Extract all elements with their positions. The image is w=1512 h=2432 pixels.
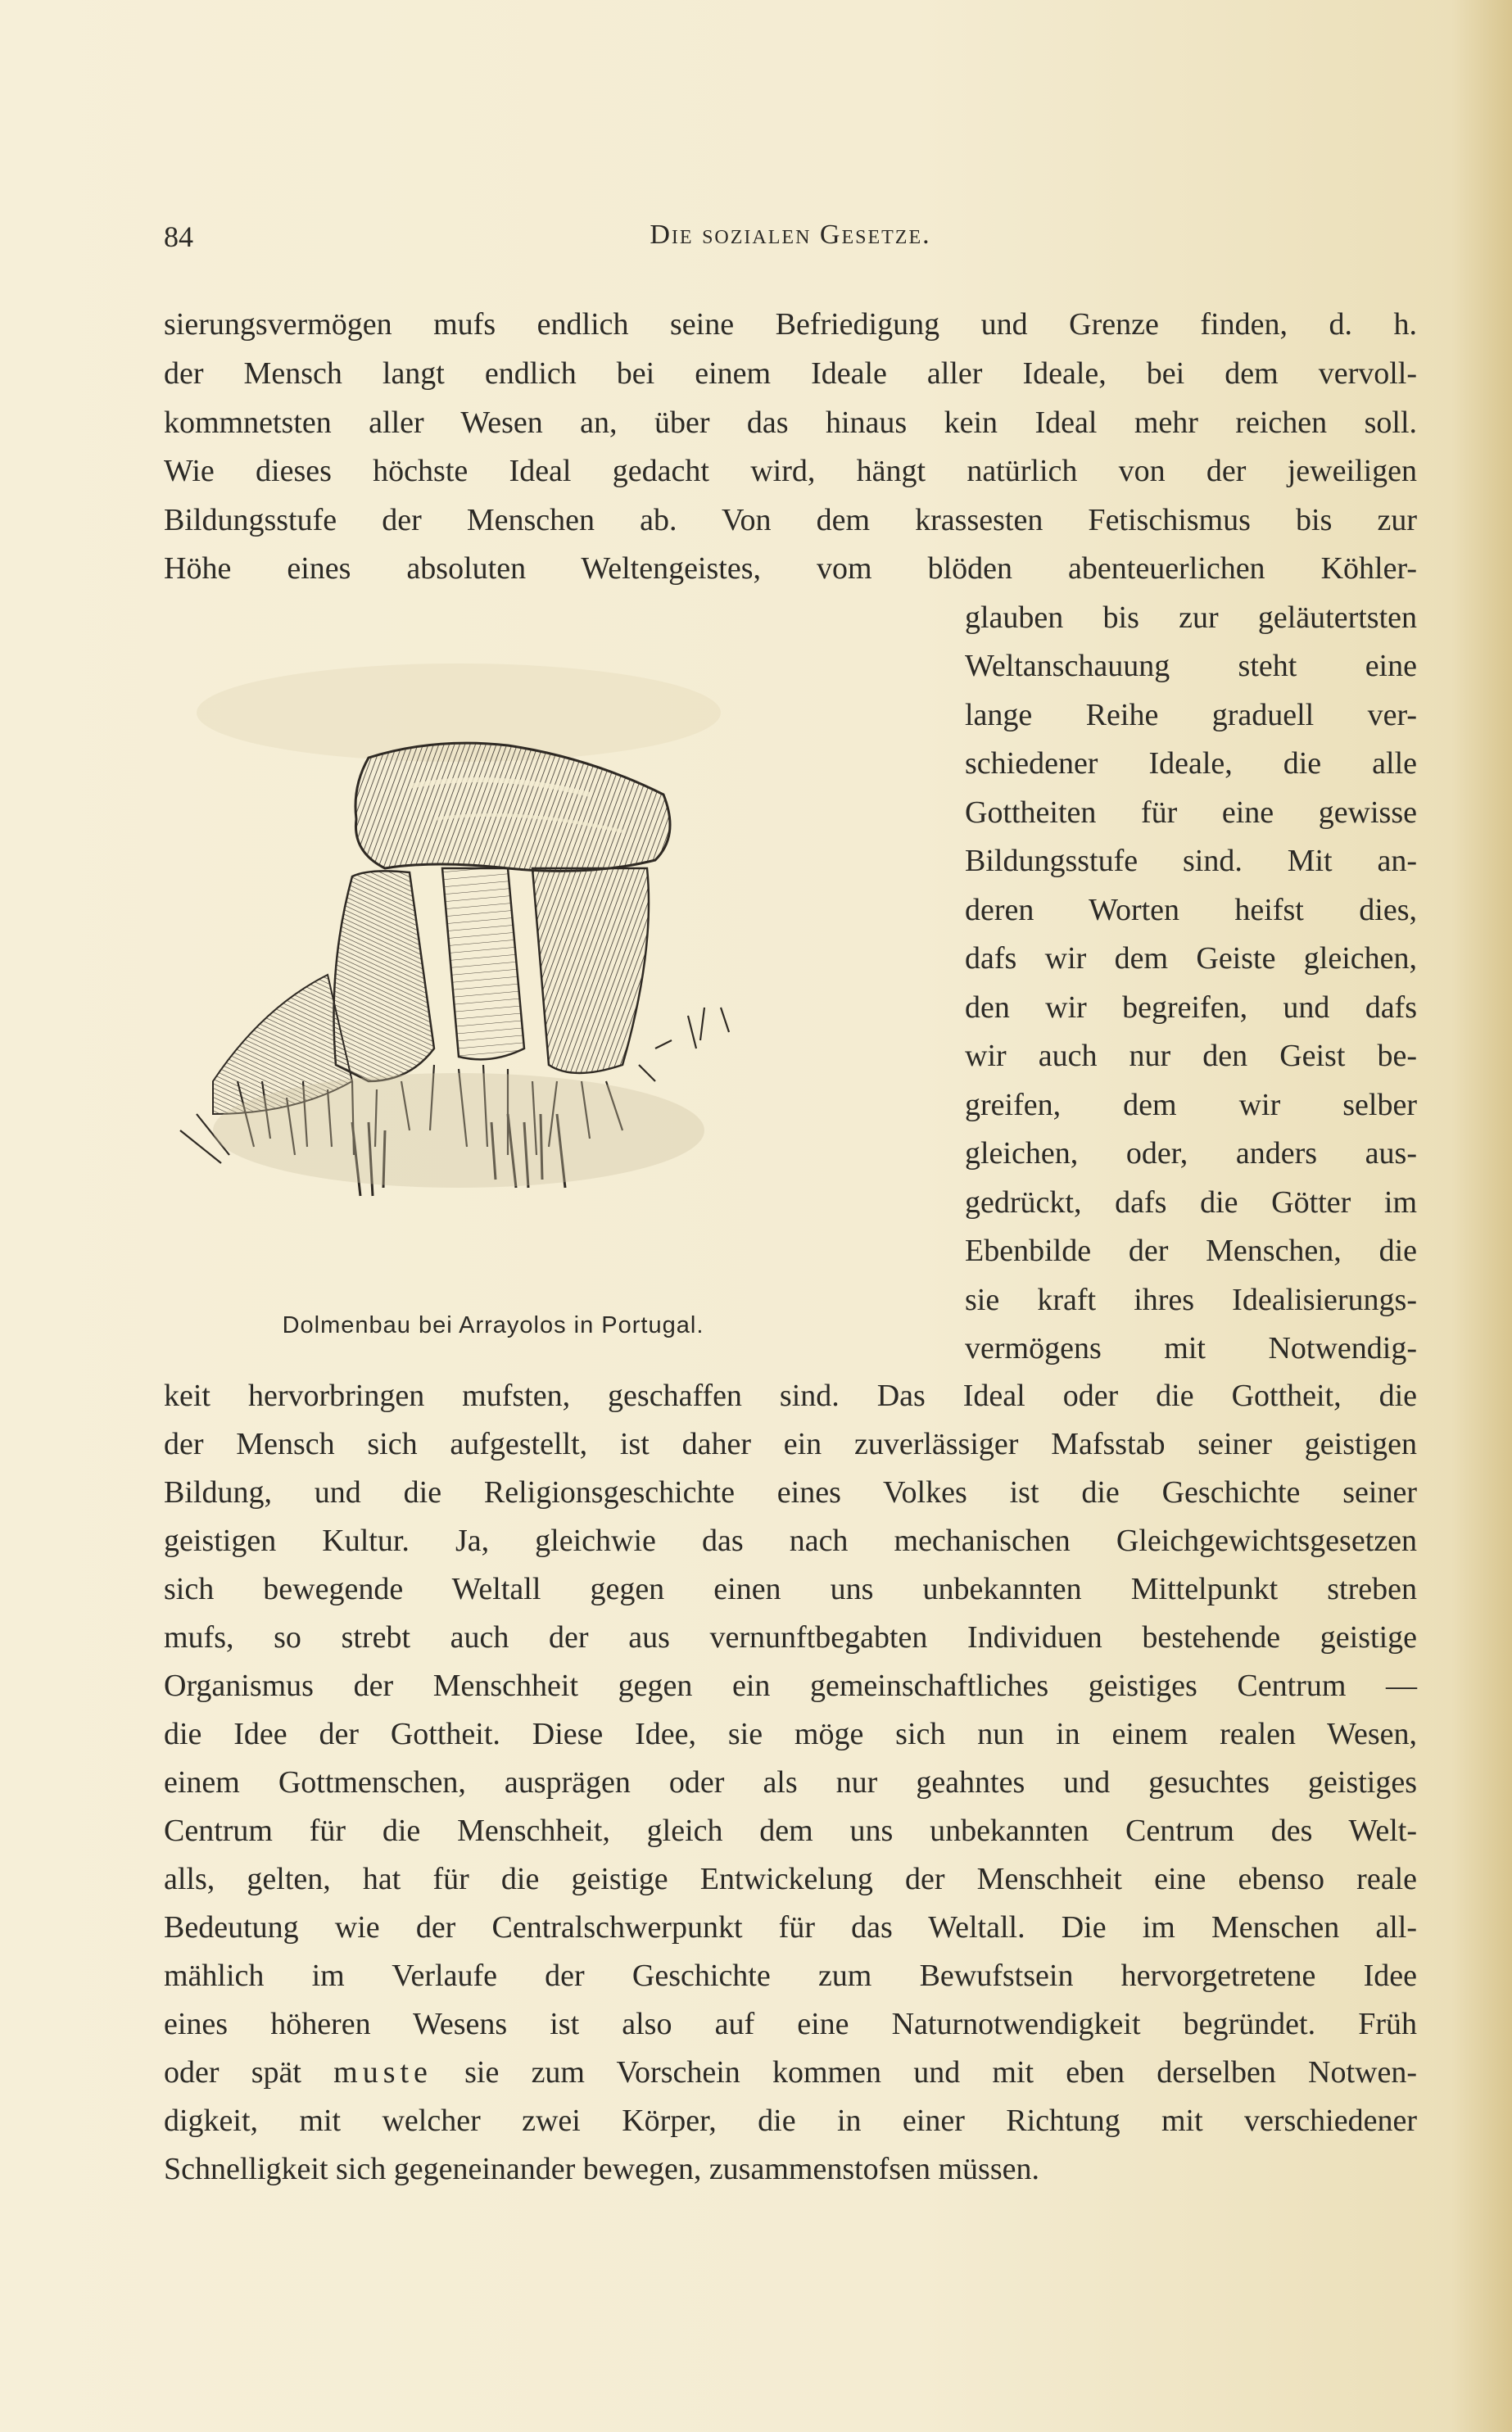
text-line: mufs, so strebt auch der aus vernunftbegabten Individuen bestehende geistige [164,1620,1417,1655]
text-line-emphasis [164,2053,1417,2092]
text-line: einem Gottmenschen, ausprägen oder als nur geahntes und gesuchtes geistiges [164,1765,1417,1800]
dolmen-illustration [164,623,942,1327]
text-line: Bildungsstufe sind. Mit an- [965,844,1417,878]
text-line: Bedeutung wie der Centralschwerpunkt für das Weltall. Die im Menschen all- [164,1910,1417,1945]
figure-caption: Dolmenbau bei Arrayolos in Portugal. [282,1312,704,1338]
text-line: glauben bis zur geläutertsten [965,600,1417,635]
text-line: keit hervorbringen mufsten, geschaffen sind. Das Ideal oder die Gottheit, die [164,1379,1417,1413]
text-line: Bildung, und die Religionsgeschichte eines Volkes ist die Geschichte seiner [164,1475,1417,1510]
text-line: alls, gelten, hat für die geistige Entwickelung der Menschheit eine ebenso reale [164,1862,1417,1896]
text-line: dafs wir dem Geiste gleichen, [965,941,1417,976]
running-header [164,220,1417,260]
text-line: kommnetsten aller Wesen an, über das hinaus kein Ideal mehr reichen soll. [164,405,1417,440]
text-line: sie kraft ihres Idealisierungs- [965,1283,1417,1317]
page-number: 84 [164,220,193,253]
text-line: Höhe eines absoluten Weltengeistes, vom blöden abenteuerlichen Köhler- [164,551,1417,586]
text-line: wir auch nur den Geist be- [965,1039,1417,1073]
text-line: den wir begreifen, und dafs [965,990,1417,1025]
dolmen-engraving [164,623,942,1327]
text-line: vermögens mit Notwendig- [965,1331,1417,1365]
text-line: gleichen, oder, anders aus- [965,1136,1417,1171]
text-line: eines höheren Wesens ist also auf eine Naturnotwendigkeit begründet. Früh [164,2007,1417,2041]
text-fragment: sie zum Vorschein kommen und mit eben derselben Notwen- [432,2055,1417,2090]
text-line: gedrückt, dafs die Götter im [965,1185,1417,1220]
text-line: Gottheiten für eine gewisse [965,795,1417,830]
text-line: geistigen Kultur. Ja, gleichwie das nach mechanischen Gleichgewichtsgesetzen [164,1524,1417,1558]
text-line: Ebenbilde der Menschen, die [965,1234,1417,1268]
text-line: Bildungsstufe der Menschen ab. Von dem krassesten Fetischismus bis zur [164,503,1417,537]
text-line: Organismus der Menschheit gegen ein gemeinschaftliches geistiges Centrum — [164,1669,1417,1703]
text-line: deren Worten heifst dies, [965,893,1417,927]
text-line: die Idee der Gottheit. Diese Idee, sie möge sich nun in einem realen Wesen, [164,1717,1417,1751]
text-line: mählich im Verlaufe der Geschichte zum Bewufstsein hervorgetretene Idee [164,1959,1417,1993]
text-line: schiedener Ideale, die alle [965,746,1417,781]
text-fragment: oder spät [164,2055,334,2090]
text-line: lange Reihe graduell ver- [965,698,1417,732]
spaced-emphasis: muste [333,2055,432,2090]
text-line: der Mensch sich aufgestellt, ist daher ein zuverlässiger Mafsstab seiner geistigen [164,1427,1417,1461]
text-line: Wie dieses höchste Ideal gedacht wird, hängt natürlich von der jeweiligen [164,454,1417,488]
text-line: Centrum für die Menschheit, gleich dem uns unbekannten Centrum des Welt- [164,1814,1417,1848]
text-line: Weltanschauung steht eine [965,649,1417,683]
text-line: sierungsvermögen mufs endlich seine Befriedigung und Grenze finden, d. h. [164,307,1417,342]
text-line: digkeit, mit welcher zwei Körper, die in einer Richtung mit verschiedener [164,2104,1417,2138]
text-line: greifen, dem wir selber [965,1088,1417,1122]
text-line-last: Schnelligkeit sich gegeneinander bewegen, zusammenstofsen müssen. [164,2152,1039,2186]
text-line: sich bewegende Weltall gegen einen uns unbekannten Mittelpunkt streben [164,1572,1417,1606]
text-line: der Mensch langt endlich bei einem Ideale aller Ideale, bei dem vervoll- [164,356,1417,391]
running-title: Die sozialen Gesetze. [650,220,931,250]
